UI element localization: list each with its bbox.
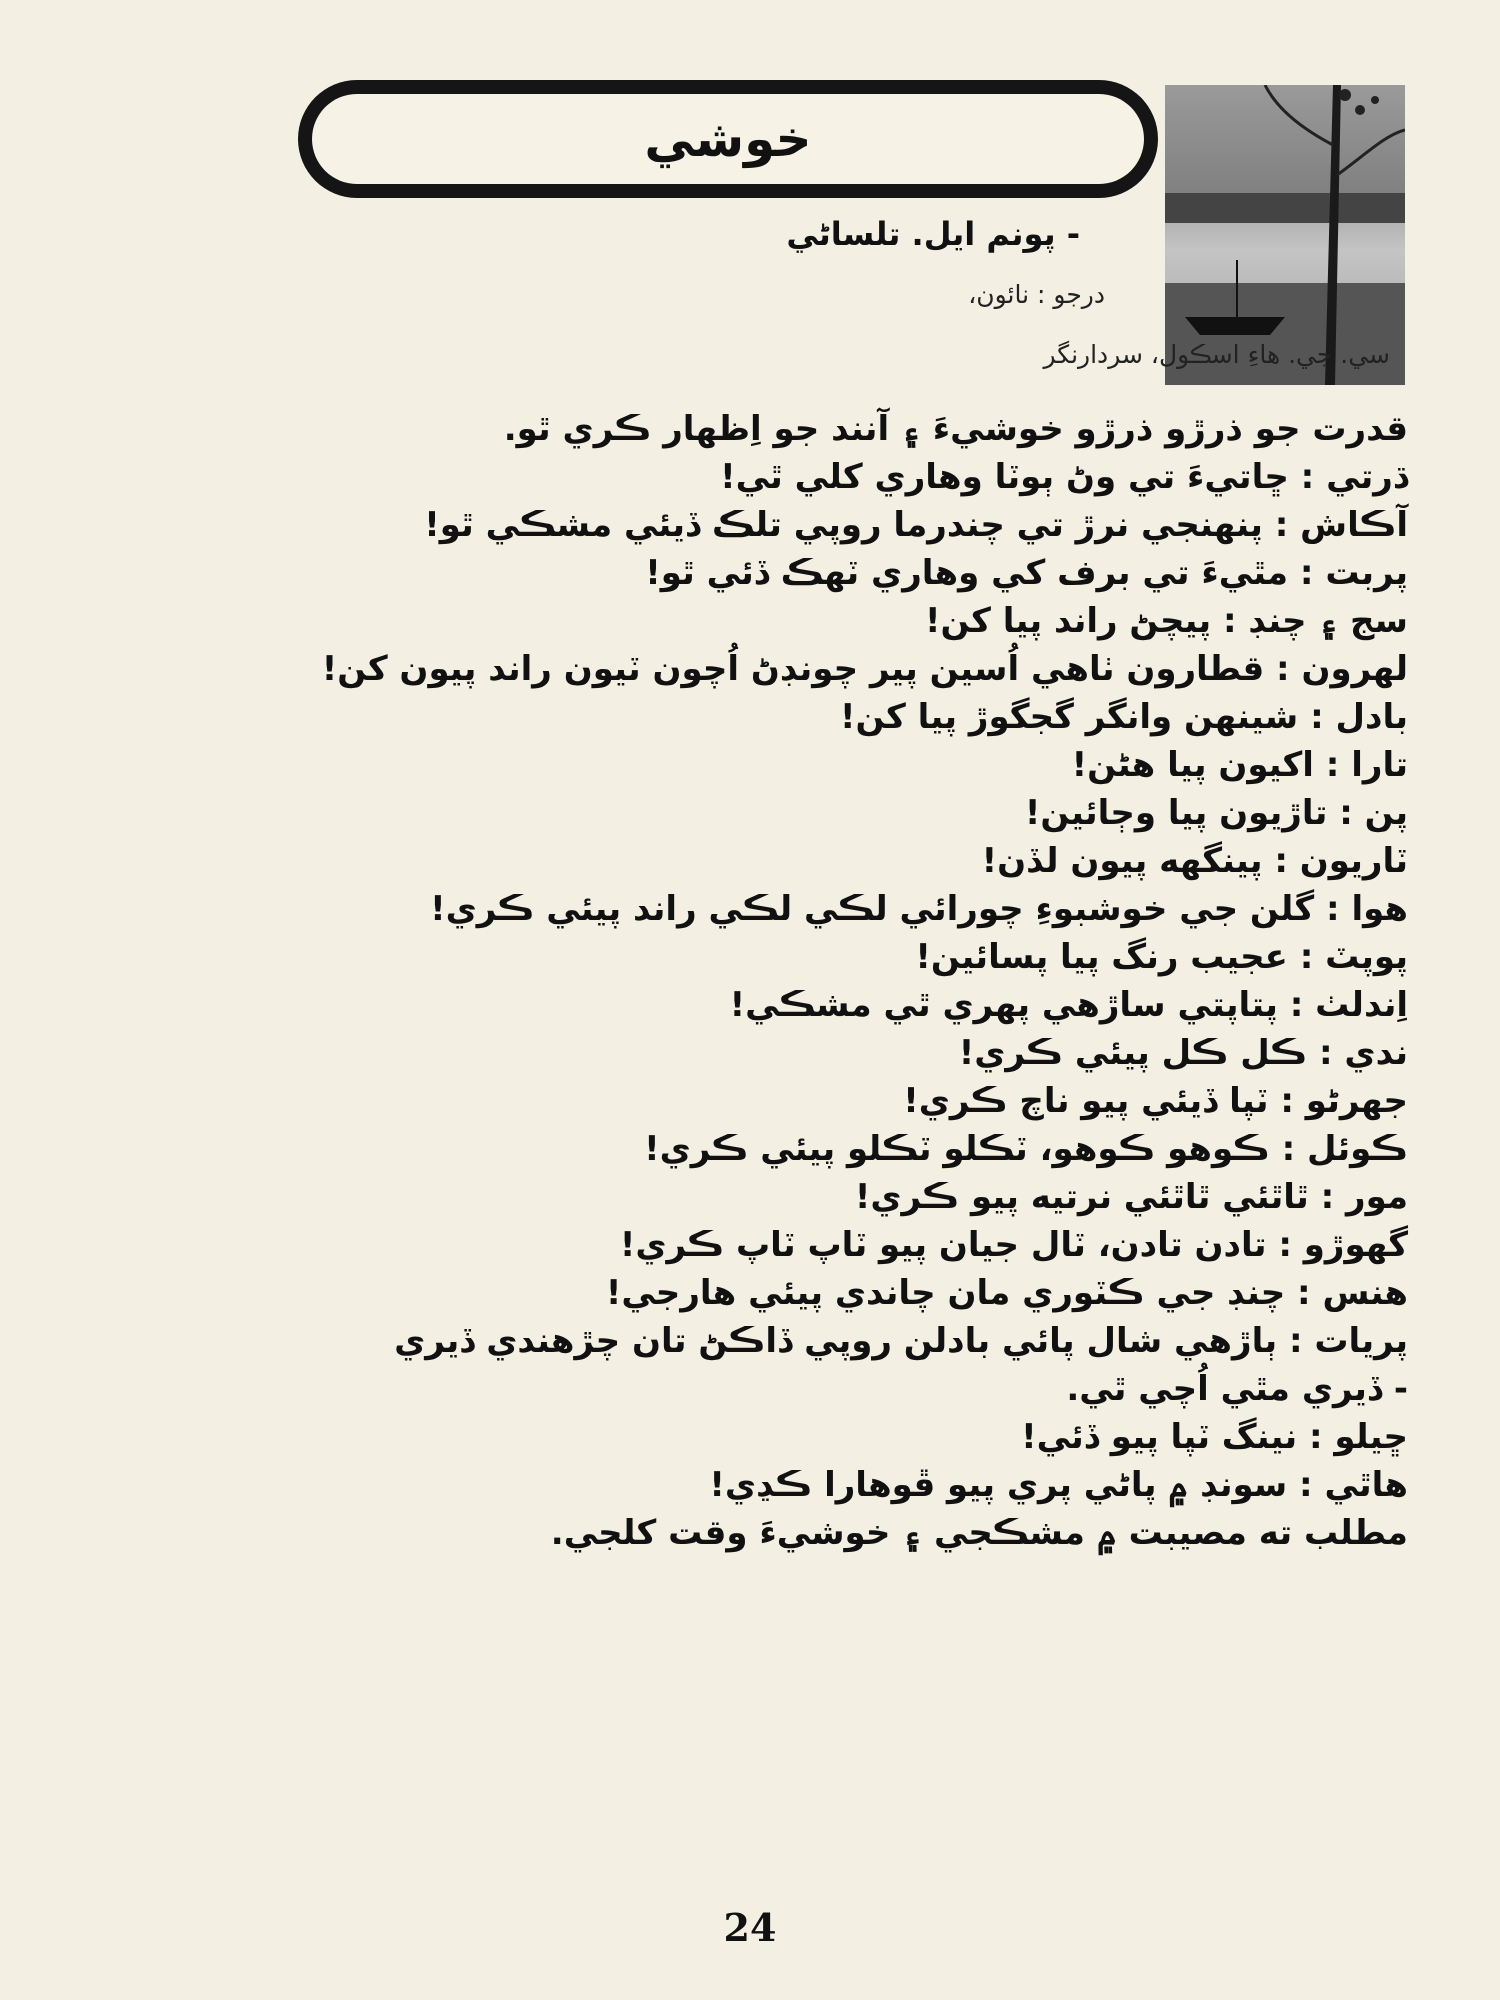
page-number: 24 [723, 1905, 777, 1950]
poem-line: سج ۽ چنڊ : پيچڻ راند پيا کن! [924, 601, 1408, 641]
poem-line: هاٿي : سونڊ ۾ پاڻي پري پيو ڦوهارا ڪڍي! [709, 1465, 1408, 1505]
poem-line: پريات : ٻاڙهي شال پائي بادلن روپي ڏاڪڻ تان چڙهندي ڏيري [394, 1321, 1408, 1361]
poem-line: قدرت جو ذرڙو ذرڙو خوشيءَ ۽ آنند جو اِظهار ڪري ٿو. [503, 409, 1408, 449]
poem-line: تارا : اکيون پيا هڻن! [1071, 745, 1408, 785]
poem-line: مور : ٿاٿئي ٿاٿئي نرتيه پيو ڪري! [854, 1177, 1408, 1217]
author-school: سي. جي. هاءِ اسڪول، سردارنگر [1043, 340, 1390, 369]
poem-line: آڪاش : پنهنجي نرڙ تي چندرما روپي تلڪ ڏيئي مشڪي ٿو! [424, 505, 1408, 545]
poem-line: بادل : شينهن وانگر گجگوڙ پيا کن! [839, 697, 1408, 737]
poem-line: هوا : گلن جي خوشبوءِ چورائي لڪي لڪي راند پيئي ڪري! [430, 889, 1408, 929]
poem-line: پربت : مٿيءَ تي برف کي وهاري ٽهڪ ڏئي ٿو! [645, 553, 1408, 593]
poem-line: پوپٽ : عجيب رنگ پيا پسائين! [915, 937, 1408, 977]
poem-line: - ڏيري مٿي اُچي ٿي. [1066, 1369, 1408, 1409]
poem-line: ڌرتي : ڇاتيءَ تي وڻ ٻوٽا وهاري کلي ٿي! [720, 457, 1408, 497]
poem-line: اِندلٺ : پتاپتي ساڙهي پهري ٿي مشڪي! [729, 985, 1408, 1025]
poem-line: هنس : چنڊ جي ڪٽوري مان چاندي پيئي هارجي! [605, 1273, 1408, 1313]
page-title: خوشي [644, 110, 812, 168]
poem-line: پن : تاڙيون پيا وڄائين! [1024, 793, 1408, 833]
poem-line: جهرڻو : ٽپا ڏيئي پيو ناچ ڪري! [903, 1081, 1408, 1121]
title-frame [298, 80, 1158, 198]
poem-line: گهوڙو : تادن تادن، ٽال جيان پيو ٽاپ ٽاپ ڪري! [619, 1225, 1408, 1265]
author-grade: درجو : نائون، [968, 280, 1105, 309]
author-name: - پونم ايل. تلساڻي [786, 215, 1080, 253]
title-inner [312, 94, 1144, 184]
poem-line: لهرون : قطارون ٺاهي اُسين پير چونڊڻ اُچون ٽيون راند پيون کن! [321, 649, 1408, 689]
poem-line: ڇيلو : نينگ ٽپا پيو ڏئي! [1021, 1417, 1408, 1457]
poem-line: مطلب ته مصيبت ۾ مشڪجي ۽ خوشيءَ وقت کلجي. [550, 1513, 1408, 1553]
poem-line: ڪوئل : ڪوهو ڪوهو، ٽڪلو ٽڪلو پيئي ڪري! [644, 1129, 1408, 1169]
poem-line: ندي : ڪل ڪل پيئي ڪري! [958, 1033, 1408, 1073]
poem-line: ٽاريون : پينگهه پيون لڏن! [981, 841, 1408, 881]
poem-body [60, 405, 1408, 1557]
